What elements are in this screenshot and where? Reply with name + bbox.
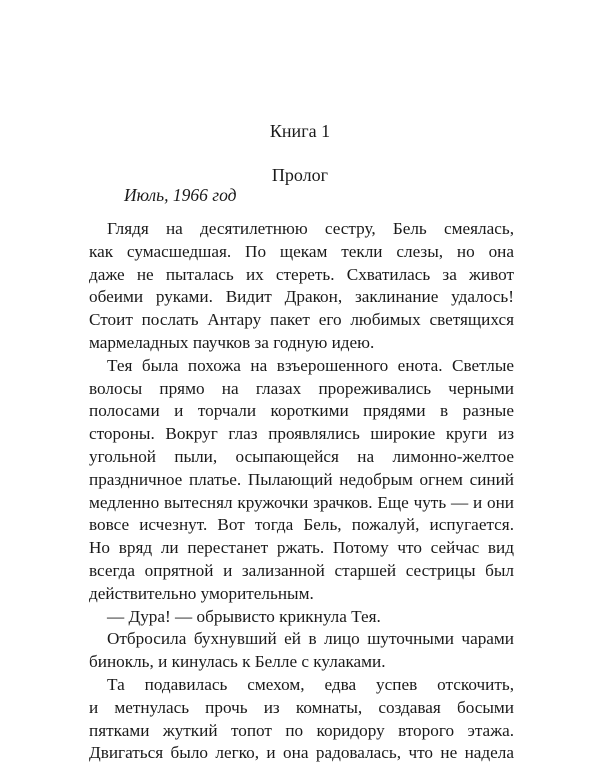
- text-line: как сумасшедшая. По щекам текли слезы, но она: [89, 241, 514, 261]
- text-line: обеими руками. Видит Дракон, заклинание удалось!: [89, 287, 514, 307]
- text-line: даже не пыталась их стереть. Схватилась за живот: [89, 264, 514, 284]
- text-line: праздничное платье. Пылающий недобрым огнем синий: [89, 469, 514, 489]
- text-line: Та подавилась смехом, едва успев отскочить,: [107, 674, 514, 694]
- date-epigraph: Июль, 1966 год: [124, 185, 237, 205]
- text-line: Двигаться было легко, и она радовалась, что не надела: [89, 743, 514, 763]
- text-line: пятками жуткий топот по коридору второго этажа.: [89, 720, 514, 740]
- text-line: Отбросила бухнувший ей в лицо шуточными чарами: [107, 629, 514, 649]
- chapter-title: Пролог: [271, 165, 329, 185]
- text-line: медленно вытеснял кружочки зрачков. Еще чуть — и они: [89, 492, 514, 512]
- book-title: Книга 1: [269, 121, 331, 141]
- text-line: стороны. Вокруг глаз проявлялись широкие круги из: [89, 424, 514, 444]
- text-line: Стоит послать Антару пакет его любимых светящихся: [89, 310, 514, 330]
- text-line: бинокль, и кинулась к Белле с кулаками.: [89, 652, 386, 672]
- text-line: действительно уморительным.: [89, 583, 314, 603]
- text-line: Глядя на десятилетнюю сестру, Бель смеялась,: [107, 219, 514, 238]
- text-line: мармеладных паучков за годную идею.: [89, 332, 375, 352]
- text-line: и метнулась прочь из комнаты, создавая босыми: [89, 697, 514, 717]
- text-line: Но вряд ли перестанет ржать. Потому что сейчас вид: [89, 538, 514, 558]
- text-line: полосами и торчали короткими прядями в разные: [89, 401, 514, 421]
- text-line: Тея была похожа на взъерошенного енота. Светлые: [107, 355, 514, 375]
- text-line: — Дура! — обрывисто крикнула Тея.: [107, 606, 381, 626]
- text-line: волосы прямо на глазах прореживались черными: [89, 378, 514, 398]
- text-line: вовсе исчезнут. Вот тогда Бель, пожалуй, испугается.: [89, 515, 514, 535]
- body-text: [89, 218, 514, 765]
- text-line: всегда опрятной и зализанной старшей сестрицы был: [89, 560, 514, 580]
- text-line: угольной пыли, осыпающейся на лимонно-желтое: [89, 446, 514, 466]
